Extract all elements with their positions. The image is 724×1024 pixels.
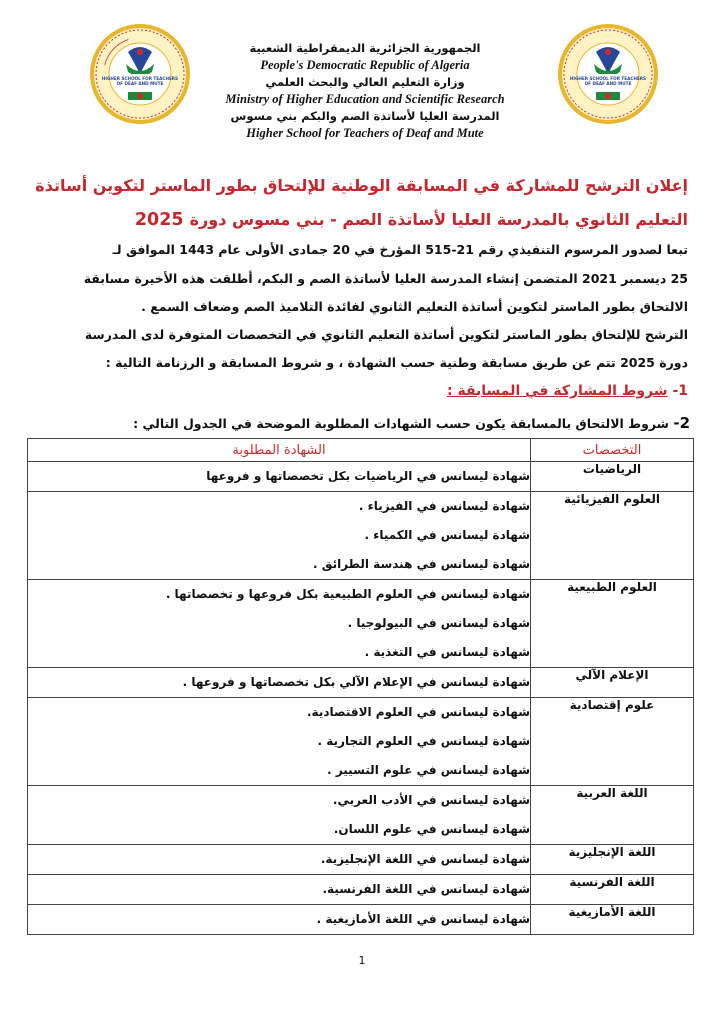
certificate-item: شهادة ليسانس في الإعلام الآلي بكل تخصصاتها و فروعها .	[182, 675, 530, 689]
header-certificate: الشهادة المطلوبة	[28, 439, 531, 462]
school-logo-right	[556, 22, 660, 126]
table-row	[28, 786, 694, 845]
table-row	[28, 875, 694, 905]
specialty-cell: العلوم الطبيعية	[531, 580, 694, 668]
table-header-row	[28, 439, 694, 462]
intro-line-4: الترشح للإلتحاق بطور الماستر لتكوين أساتذة التعليم الثانوي في التخصصات المتوفرة لدى المدرسة	[84, 327, 688, 342]
section1-number: 1-	[672, 383, 688, 399]
certificate-item: شهادة ليسانس في العلوم التجارية .	[317, 734, 530, 748]
certificate-item: شهادة ليسانس في الرياضيات بكل تخصصاتها و فروعها	[206, 469, 530, 483]
certificate-item: شهادة ليسانس في العلوم الاقتصادية.	[306, 705, 530, 719]
certificate-item: شهادة ليسانس في البيولوجيا .	[347, 616, 530, 630]
section2-heading	[40, 414, 690, 432]
table-row	[28, 580, 694, 668]
table-body	[28, 462, 694, 935]
certificate-item: شهادة ليسانس في علوم التسيير .	[327, 763, 530, 777]
title-year: 2025	[134, 210, 184, 230]
specialty-cell: اللغة الإنجليزية	[531, 845, 694, 875]
table-row	[28, 668, 694, 698]
republic-arabic: الجمهورية الجزائرية الديمقراطية الشعبية	[249, 41, 481, 55]
certificate-cell	[28, 905, 531, 935]
certificate-cell	[28, 668, 531, 698]
certificate-item: شهادة ليسانس في الأدب العربي.	[332, 793, 530, 807]
section1-label: شروط المشاركة في المسابقة :	[447, 383, 668, 399]
announcement-title-line2	[40, 210, 688, 230]
section2-label: شروط الالتحاق بالمسابقة يكون حسب الشهادات المطلوبة الموضحة في الجدول التالي :	[133, 416, 669, 431]
intro-line-3: الالتحاق بطور الماستر لتكوين أساتذة التعليم الثانوي لفائدة التلاميذ الصم وضعاف السمع .	[141, 299, 688, 314]
certificates-table	[27, 438, 694, 935]
certificate-item: شهادة ليسانس في اللغة الأمازيغية .	[316, 912, 530, 926]
table-row	[28, 462, 694, 492]
header-specialty: التخصصات	[531, 439, 694, 462]
certificate-cell	[28, 875, 531, 905]
certificate-cell	[28, 845, 531, 875]
intro-line-1: تبعا لصدور المرسوم التنفيذي رقم 21-515 المؤرخ في 20 جمادى الأولى عام 1443 الموافق لـ	[112, 242, 688, 257]
school-arabic: المدرسة العليا لأساتذة الصم والبكم بني مسوس	[230, 109, 500, 123]
ministry-arabic: وزارة التعليم العالي والبحث العلمي	[265, 75, 465, 89]
table-row	[28, 845, 694, 875]
specialty-cell: الإعلام الآلي	[531, 668, 694, 698]
certificate-item: شهادة ليسانس في التغذية .	[364, 645, 530, 659]
page-number: 1	[358, 954, 366, 967]
certificate-cell	[28, 462, 531, 492]
specialty-cell: اللغة العربية	[531, 786, 694, 845]
section2-number: 2-	[673, 414, 690, 432]
table-row	[28, 905, 694, 935]
section1-heading	[40, 383, 688, 399]
certificate-item: شهادة ليسانس في العلوم الطبيعية بكل فروعها و تخصصاتها .	[165, 587, 530, 601]
specialty-cell: اللغة الفرنسية	[531, 875, 694, 905]
school-logo-left	[88, 22, 192, 126]
certificate-item: شهادة ليسانس في اللغة الفرنسية.	[322, 882, 530, 896]
svg-text:OF DEAF AND MUTE: OF DEAF AND MUTE	[584, 81, 632, 86]
certificate-item: شهادة ليسانس في الفيزياء .	[358, 499, 530, 513]
logo-text-right: HIGHER SCHOOL FOR TEACHERS	[569, 76, 647, 81]
certificate-cell	[28, 698, 531, 786]
table-row	[28, 698, 694, 786]
certificate-cell	[28, 580, 531, 668]
specialty-cell: علوم إقتصادية	[531, 698, 694, 786]
specialty-cell: اللغة الأمازيغية	[531, 905, 694, 935]
certificate-item: شهادة ليسانس في هندسة الطرائق .	[313, 557, 530, 571]
announcement-title-line1: إعلان الترشح للمشاركة في المسابقة الوطنية للإلتحاق بطور الماستر لتكوين أساتذة	[35, 176, 688, 195]
specialty-cell: العلوم الفيزيائية	[531, 492, 694, 580]
certificate-cell	[28, 786, 531, 845]
school-english: Higher School for Teachers of Deaf and Mute	[246, 126, 484, 140]
certificate-cell	[28, 492, 531, 580]
specialty-cell: الرياضيات	[531, 462, 694, 492]
intro-line-5: دورة 2025 تتم عن طريق مسابقة وطنية حسب الشهادة ، و شروط المسابقة و الرزنامة التالية :	[105, 355, 688, 370]
certificate-item: شهادة ليسانس في الكمياء .	[364, 528, 530, 542]
svg-text:ــــــــــــــــ: ــــــــــــــــ	[99, 34, 130, 66]
logo-text-left: HIGHER SCHOOL FOR TEACHERS	[101, 76, 179, 81]
letterhead	[190, 40, 540, 142]
intro-line-2: 25 ديسمبر 2021 المتضمن إنشاء المدرسة العليا لأساتذة الصم و البكم، أطلقت هذه الأخيرة مسابقة	[83, 271, 688, 286]
certificate-item: شهادة ليسانس في علوم اللسان.	[333, 822, 530, 836]
svg-text:OF DEAF AND MUTE: OF DEAF AND MUTE	[116, 81, 164, 86]
republic-english: People's Democratic Republic of Algeria	[260, 58, 470, 72]
certificate-item: شهادة ليسانس في اللغة الإنجليزية.	[320, 852, 530, 866]
title-line2-text: التعليم الثانوي بالمدرسة العليا لأساتذة الصم - بني مسوس دورة	[189, 210, 688, 229]
ministry-english: Ministry of Higher Education and Scientific Research	[225, 92, 505, 106]
table-row	[28, 492, 694, 580]
